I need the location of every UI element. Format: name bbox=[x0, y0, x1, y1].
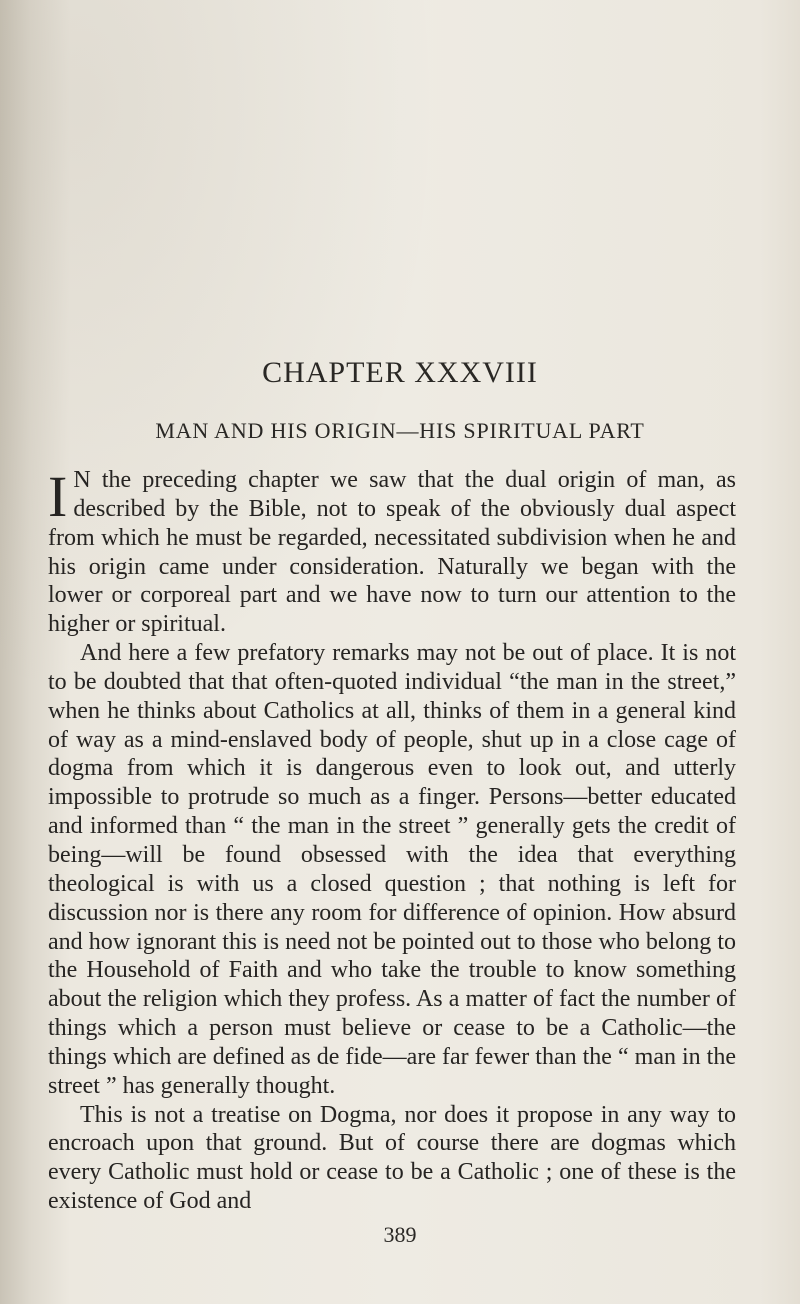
page-number: 389 bbox=[383, 1222, 417, 1247]
chapter-body bbox=[48, 466, 736, 1216]
chapter-subtitle: MAN AND HIS ORIGIN—HIS SPIRITUAL PART bbox=[155, 418, 645, 443]
paragraph-1 bbox=[48, 466, 736, 639]
paragraph-2: And here a few prefatory remarks may not be out of place. It is not to be doubted that that often-quoted individual “the man in the street,” when he thinks about Catholics at all, thinks of them in a general kind of way as a mind-enslaved body of people, shut up in a close cage of dogma from which it is dangerous even to look out, and utterly impossible to protrude so much as a finger. Persons—better educated and informed than “ the man in the street ” generally gets the credit of being—will be found obsessed with the idea that everything theological is with us a closed question ; that nothing is left for discussion nor is there any room for difference of opinion. How absurd and how ignorant this is need not be pointed out to those who belong to the Household of Faith and who take the trouble to know something about the religion which they profess. As a matter of fact the number of things which a person must believe or cease to be a Catholic—the things which are defined as de fide—are far fewer than the “ man in the street ” has generally thought. bbox=[48, 640, 736, 1099]
chapter-heading: CHAPTER XXXVIII bbox=[262, 356, 538, 389]
paragraph-3: This is not a treatise on Dogma, nor does it propose in any way to encroach upon that ground. But of course there are dogmas which every Catholic must hold or cease to be a Catholic ; one of these is the existence of God and bbox=[48, 1101, 736, 1215]
paragraph-1-text: N the preceding chapter we saw that the dual origin of man, as described by the Bible, not to speak of the obviously dual aspect from which he must be regarded, necessitated subdivision when he and his origin came under consideration. Naturally we began with the lower or corporeal part and we have now to turn our attention to the higher or spiritual. bbox=[48, 467, 736, 638]
drop-cap: I bbox=[48, 464, 68, 529]
